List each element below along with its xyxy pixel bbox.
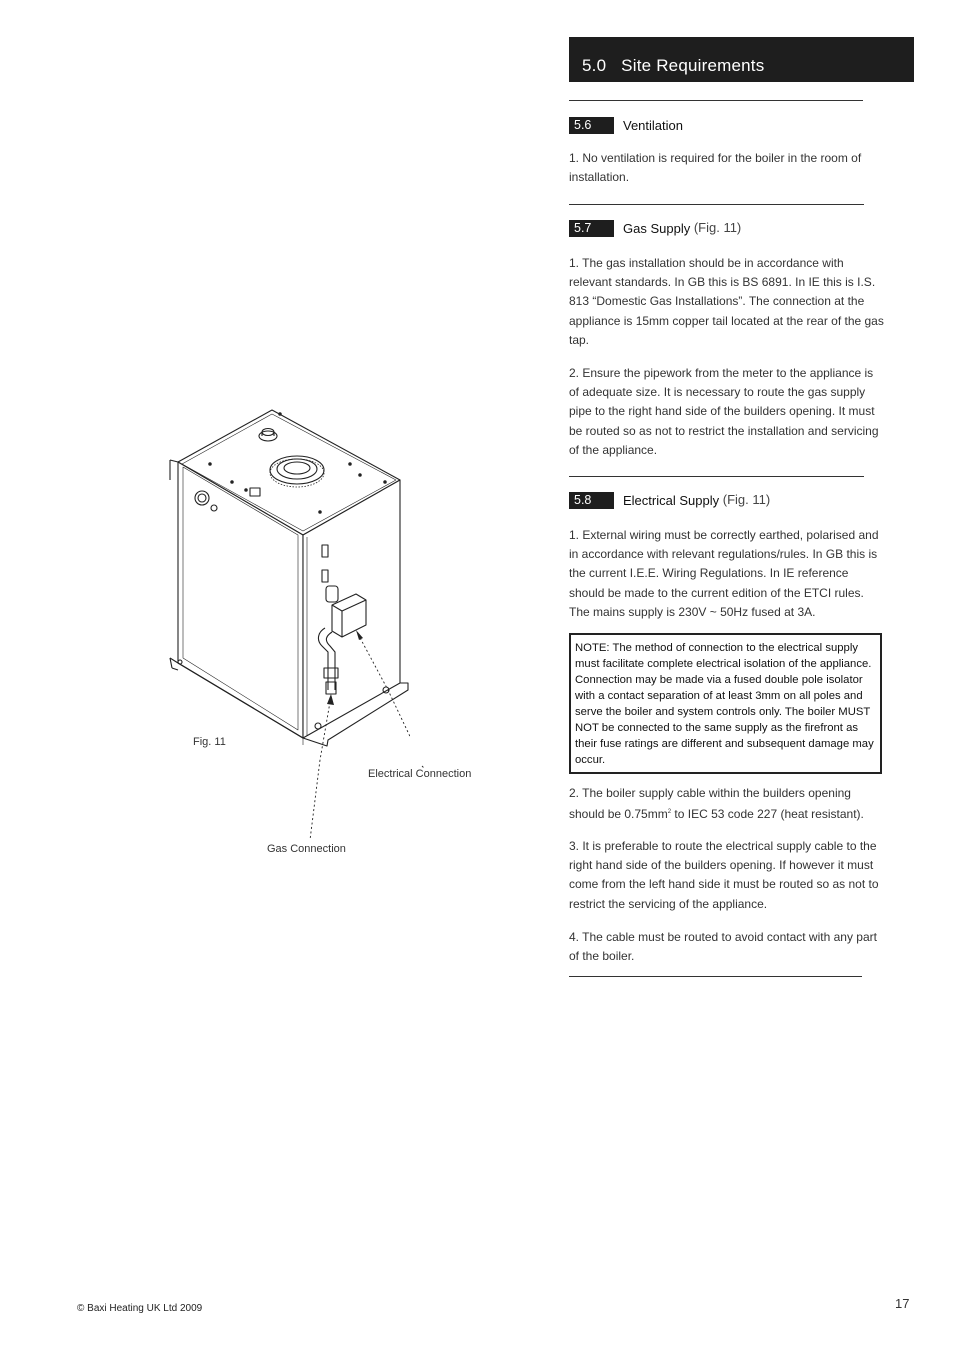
electrical-connection-label: Electrical Connection [368, 768, 472, 780]
divider [569, 204, 864, 205]
note-box: NOTE: The method of connection to the electrical supply must facilitate complete electrical isolation of the appliance. Connection may be made via a fused double pole isolator with a contact separation of at least 3mm on all poles and serve the boiler and system controls only. The boiler MUST NOT be connected to the same supply as the firefront as their fuse ratings are different and subsequent damage may occur. [569, 633, 882, 774]
paragraph: 1. External wiring must be correctly earthed, polarised and in accordance with relevant regulations/rules. In GB this is the current I.E.E. Wiring Regulations. In IE reference should be made to the current edition of the ETCI rules. The mains supply is 230V ~ 50Hz fused at 3A. [569, 528, 879, 619]
figure-label: Fig. 11 [193, 736, 226, 748]
subsection-title: Gas Supply [623, 221, 691, 237]
subsection-title: Ventilation [623, 118, 683, 134]
subsection-number: 5.8 [569, 492, 614, 509]
page-number: 17 [895, 1296, 910, 1311]
subsection-heading-5-7 [569, 220, 741, 238]
subsection-number: 5.6 [569, 117, 614, 134]
paragraph: 2. Ensure the pipework from the meter to the appliance is of adequate size. It is necessary to route the gas supply pipe to the right hand side of the builders opening. It must be routed so as not to restrict the installation and servicing of the appliance. [569, 366, 879, 457]
boiler-illustration [160, 400, 410, 760]
divider [569, 100, 863, 101]
divider [569, 976, 862, 977]
paragraph: 1. The gas installation should be in accordance with relevant standards. In GB this is BS 6891. In IE this is I.S. 813 “Domestic Gas Installations”. The connection at the appliance is 15mm copper tail located at the rear of the gas tap. [569, 256, 884, 347]
paragraph-text: to IEC 53 code 227 (heat resistant). [671, 807, 864, 822]
subsection-number: 5.7 [569, 220, 614, 237]
paragraph-text: 2. The boiler supply cable within the builders opening should be 0.75mm [569, 786, 851, 822]
section-header [569, 37, 914, 82]
subsection-heading-5-8 [569, 492, 770, 510]
figure-reference: (Fig. 11) [693, 220, 742, 235]
section-title: Site Requirements [621, 56, 765, 75]
superscript: 2 [667, 809, 672, 816]
section-number: 5.0 [582, 56, 607, 75]
paragraph-cable-size [569, 784, 885, 824]
paragraph: 3. It is preferable to route the electrical supply cable to the right hand side of the builders opening. If however it must come from the left hand side it must be routed so as not to restrict the servicing of the appliance. [569, 839, 879, 911]
paragraph: 4. The cable must be routed to avoid contact with any part of the boiler. [569, 930, 877, 964]
copyright: © Baxi Heating UK Ltd 2009 [77, 1303, 203, 1314]
figure-reference: (Fig. 11) [722, 492, 771, 507]
gas-connection-label: Gas Connection [267, 843, 346, 855]
divider [569, 476, 864, 477]
subsection-heading-5-6 [569, 117, 683, 135]
paragraph: 1. No ventilation is required for the boiler in the room of installation. [569, 151, 862, 185]
subsection-title: Electrical Supply [623, 493, 720, 509]
